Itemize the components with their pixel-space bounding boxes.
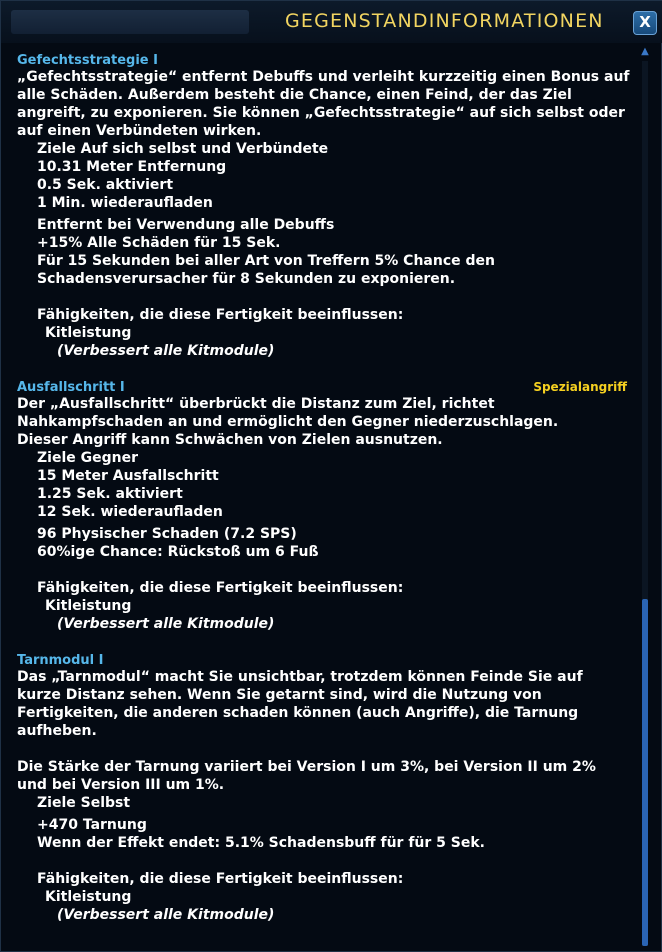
ability-description: (Verbessert alle Kitmodule): [57, 343, 275, 359]
stat-line: 12 Sek. wiederaufladen: [37, 504, 223, 520]
ability-description: (Verbessert alle Kitmodule): [57, 616, 275, 632]
description-line: angreift, zu exponieren. Sie können „Gefechtsstrategie“ auf sich selbst oder: [17, 105, 625, 121]
description-line: auf einen Verbündeten wirken.: [17, 123, 262, 139]
description-line: Das „Tarnmodul“ macht Sie unsichtbar, trotzdem können Feinde Sie auf: [17, 669, 583, 685]
description-line: alle Schäden. Außerdem besteht die Chance, einen Feind, der das Ziel: [17, 87, 572, 103]
ability-name: Kitleistung: [45, 598, 132, 614]
skill-type-badge: Spezialangriff: [533, 380, 627, 394]
section-ausfallschritt: [17, 378, 637, 633]
section-gefechtsstrategie: [17, 51, 637, 360]
effect-line: Entfernt bei Verwendung alle Debuffs: [37, 217, 335, 233]
title-bar[interactable]: [1, 1, 662, 43]
section-header: [17, 651, 637, 668]
effect-line: 60%ige Chance: Rückstoß um 6 Fuß: [37, 544, 319, 560]
close-button[interactable]: X: [633, 11, 657, 35]
section-header: [17, 51, 637, 68]
description-line: Die Stärke der Tarnung variiert bei Version I um 3%, bei Version II um 2%: [17, 759, 596, 775]
stat-line: Ziele Auf sich selbst und Verbündete: [37, 141, 329, 157]
stat-line: Ziele Gegner: [37, 450, 138, 466]
effect-line: Schadensverursacher für 8 Sekunden zu exponieren.: [37, 271, 456, 287]
description-line: kurze Distanz sehen. Wenn Sie getarnt sind, wird die Nutzung von: [17, 687, 542, 703]
stat-line: Ziele Selbst: [37, 795, 131, 811]
stat-line: 0.5 Sek. aktiviert: [37, 177, 174, 193]
effect-line: +15% Alle Schäden für 15 Sek.: [37, 235, 281, 251]
description-line: Dieser Angriff kann Schwächen von Zielen ausnutzen.: [17, 432, 443, 448]
section-title: Tarnmodul I: [17, 653, 104, 668]
description-line: Fertigkeiten, die anderen schaden können (auch Angriffe), die Tarnung: [17, 705, 579, 721]
stat-line: 1.25 Sek. aktiviert: [37, 486, 183, 502]
stat-line: 15 Meter Ausfallschritt: [37, 468, 219, 484]
ability-description: (Verbessert alle Kitmodule): [57, 907, 275, 923]
section-title: Ausfallschritt I: [17, 380, 125, 395]
effect-line: +470 Tarnung: [37, 817, 147, 833]
scrollbar-thumb[interactable]: [642, 599, 648, 946]
effect-line: Wenn der Effekt endet: 5.1% Schadensbuff für für 5 Sek.: [37, 835, 485, 851]
ability-name: Kitleistung: [45, 889, 132, 905]
ability-name: Kitleistung: [45, 325, 132, 341]
abilities-label: Fähigkeiten, die diese Fertigkeit beeinflussen:: [37, 871, 404, 887]
window-title: GEGENSTANDINFORMATIONEN: [285, 10, 604, 32]
section-title: Gefechtsstrategie I: [17, 53, 158, 68]
title-bar-slot: [11, 10, 249, 34]
description-line: und bei Version III um 1%.: [17, 777, 225, 793]
description-line: Nahkampfschaden an und ermöglicht den Gegner niederzuschlagen.: [17, 414, 559, 430]
effect-line: Für 15 Sekunden bei aller Art von Treffern 5% Chance den: [37, 253, 495, 269]
effect-line: 96 Physischer Schaden (7.2 SPS): [37, 526, 297, 542]
stat-line: 10.31 Meter Entfernung: [37, 159, 227, 175]
section-tarnmodul: [17, 651, 637, 924]
description-line: „Gefechtsstrategie“ entfernt Debuffs und verleiht kurzzeitig einen Bonus auf: [17, 69, 630, 85]
abilities-label: Fähigkeiten, die diese Fertigkeit beeinflussen:: [37, 307, 404, 323]
content-area: [17, 51, 637, 924]
stat-line: 1 Min. wiederaufladen: [37, 195, 213, 211]
abilities-label: Fähigkeiten, die diese Fertigkeit beeinflussen:: [37, 580, 404, 596]
description-line: aufheben.: [17, 723, 97, 739]
description-line: Der „Ausfallschritt“ überbrückt die Distanz zum Ziel, richtet: [17, 396, 495, 412]
section-header: [17, 378, 637, 395]
scroll-up-icon[interactable]: ▲: [641, 46, 649, 57]
